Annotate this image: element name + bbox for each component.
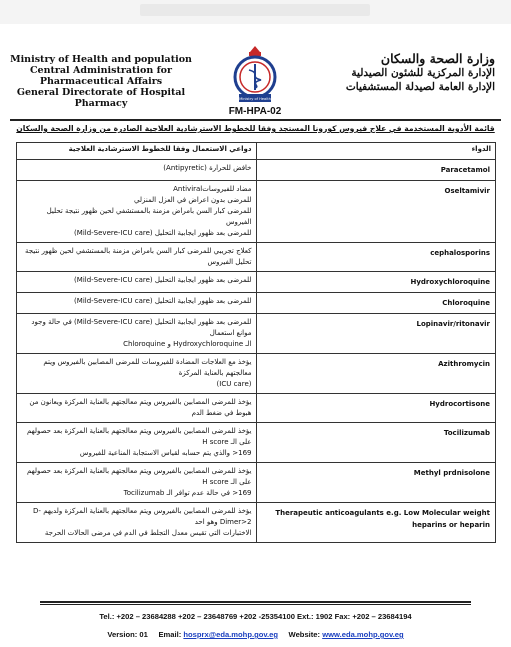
drug-uses	[17, 423, 257, 463]
drug-name: Oseltamivir	[256, 181, 496, 243]
drug-name: Lopinavir/ritonavir	[256, 314, 496, 354]
logo-caption: Ministry of Health	[239, 97, 271, 101]
header-drug: الدواء	[256, 143, 496, 160]
use-line: للمرضى بدون اعراض في العزل المنزلي	[134, 196, 252, 204]
use-line: خافض للحرارة (Antipyretic)	[163, 164, 252, 172]
email-link[interactable]: hosprx@eda.mohp.gov.eg	[183, 630, 278, 639]
footer-divider	[40, 601, 471, 603]
use-line: للمرضى بعد ظهور ايجابية التحليل (Mild-Severe-ICU care) في حالة وجود موانع استعمال	[31, 318, 252, 337]
table-row	[17, 272, 496, 293]
table-row	[17, 243, 496, 272]
drug-name: Therapeutic anticoagulants e.g. Low Molecular weight heparins or heparin	[256, 503, 496, 543]
arabic-line-1: وزارة الصحة والسكان	[380, 51, 495, 66]
use-line: يؤخذ للمرضى المصابين بالفيروس ويتم معالجتهم بالعناية المركزة ولديهم D-Dimer>2 وهو احد	[33, 507, 252, 526]
drug-uses	[17, 181, 257, 243]
drug-uses	[17, 160, 257, 181]
use-line: يؤخذ للمرضى المصابين بالفيروس ويتم معالجتهم بالعناية المركزة بعد حصولهم على الـ H score	[26, 467, 252, 486]
english-line-3: Pharmaceutical Affairs	[39, 76, 163, 87]
use-line: للمرضى بعد ظهور ايجابية التحليل (Mild-Severe-ICU care)	[74, 229, 252, 237]
website-link[interactable]: www.eda.mohp.gov.eg	[322, 630, 404, 639]
drug-uses	[17, 503, 257, 543]
drug-uses	[17, 463, 257, 503]
footer-version-line	[0, 630, 511, 639]
table-header-row	[17, 143, 496, 160]
use-line: للمرضى بعد ظهور ايجابية التحليل (Mild-Severe-ICU care)	[74, 276, 252, 284]
header-divider	[10, 119, 501, 121]
use-line: يؤخذ للمرضى المصابين بالفيروس ويتم معالجتهم بالعناية المركزة ويعانون من هبوط في ضغط الدم	[29, 398, 252, 417]
arabic-line-2: الإدارة المركزية للشئون الصيدلية	[351, 67, 495, 79]
english-line-4: General Directorate of Hospital Pharmacy	[16, 87, 186, 109]
drug-name: Paracetamol	[256, 160, 496, 181]
drug-uses	[17, 243, 257, 272]
table-row	[17, 293, 496, 314]
table-row	[17, 423, 496, 463]
use-line: كعلاج تجريبي للمرضى كبار السن بامراض مزمنة بالمستشفي لحين ظهور نتيجة تحليل الفيروس	[24, 247, 252, 266]
table-row	[17, 394, 496, 423]
drug-name: Methyl prdnisolone	[256, 463, 496, 503]
drug-name: Hydroxychloroquine	[256, 272, 496, 293]
website-label: Website:	[288, 630, 321, 639]
use-line: (ICU care)	[216, 380, 252, 388]
drug-name: Tocilizumab	[256, 423, 496, 463]
drug-name: cephalosporins	[256, 243, 496, 272]
top-strip	[0, 0, 511, 24]
drug-uses	[17, 394, 257, 423]
table-row	[17, 160, 496, 181]
table-row	[17, 354, 496, 394]
english-ministry-heading	[6, 54, 196, 109]
form-code: FM-HPA-02	[228, 106, 282, 117]
table-row	[17, 314, 496, 354]
top-strip-placeholder	[140, 4, 370, 16]
english-line-1: Ministry of Health and population	[10, 54, 192, 65]
footer-contacts: Tel.: +202 – 23684288 +202 – 23648769 +202 -25354100 Ext.: 1902 Fax: +202 – 23684194	[99, 612, 412, 621]
drug-uses	[17, 354, 257, 394]
table-row	[17, 463, 496, 503]
drug-uses	[17, 293, 257, 314]
use-line: للمرضى بعد ظهور ايجابية التحليل (Mild-Severe-ICU care)	[74, 297, 252, 305]
use-line: يؤخذ للمرضى المصابين بالفيروس ويتم معالجتهم بالعناية المركزة بعد حصولهم على الـ H score	[26, 427, 252, 446]
ministry-logo-icon	[232, 44, 278, 106]
drug-name: Azithromycin	[256, 354, 496, 394]
english-line-2: Central Administration for	[29, 65, 173, 76]
drug-name: Chloroquine	[256, 293, 496, 314]
use-line: للمرضى كبار السن بامراض مزمنة بالمستشفي لحين ظهور نتيجة تحليل الفيروس	[46, 207, 252, 226]
use-line: الـ Hydroxychloroquine و Chloroquine	[123, 340, 252, 348]
drug-uses	[17, 272, 257, 293]
arabic-line-3: الإدارة العامة لصيدلة المستشفيات	[345, 81, 495, 93]
use-line: 169< والذي يتم حسابه لقياس الاستجابة المناعية للفيروس	[79, 449, 252, 457]
document-title: قائمة الأدوية المستخدمة في علاج فيروس كورونا المستجد وفقا للخطوط الاسترشادية العلاجية الصادرة من وزارة الصحة والسكان	[16, 124, 495, 133]
drug-name: Hydrocortisone	[256, 394, 496, 423]
drug-uses	[17, 314, 257, 354]
footer-divider-thin	[40, 604, 471, 605]
use-line: يؤخذ مع العلاجات المضادة للفيروسات للمرضى المصابين بالفيروس ويتم معالجتهم بالعناية المركزة	[43, 358, 252, 377]
use-line: مضاد للفيروساتAntiviral	[173, 185, 252, 193]
version-label: Version: 01	[107, 630, 148, 639]
table-row	[17, 503, 496, 543]
header-uses: دواعي الاستعمال وفقا للخطوط الاسترشادية العلاجية	[17, 143, 257, 160]
email-label: Email:	[158, 630, 182, 639]
use-line: الاختبارات التي تقيس معدل التجلط في الدم في مرضى الحالات الحرجة	[44, 529, 252, 537]
table-row	[17, 181, 496, 243]
letterhead	[0, 40, 511, 130]
arabic-ministry-heading	[310, 52, 495, 94]
drug-table	[16, 142, 496, 543]
use-line: 169< في حالة عدم توافر الـ Tocilizumab	[123, 489, 252, 497]
